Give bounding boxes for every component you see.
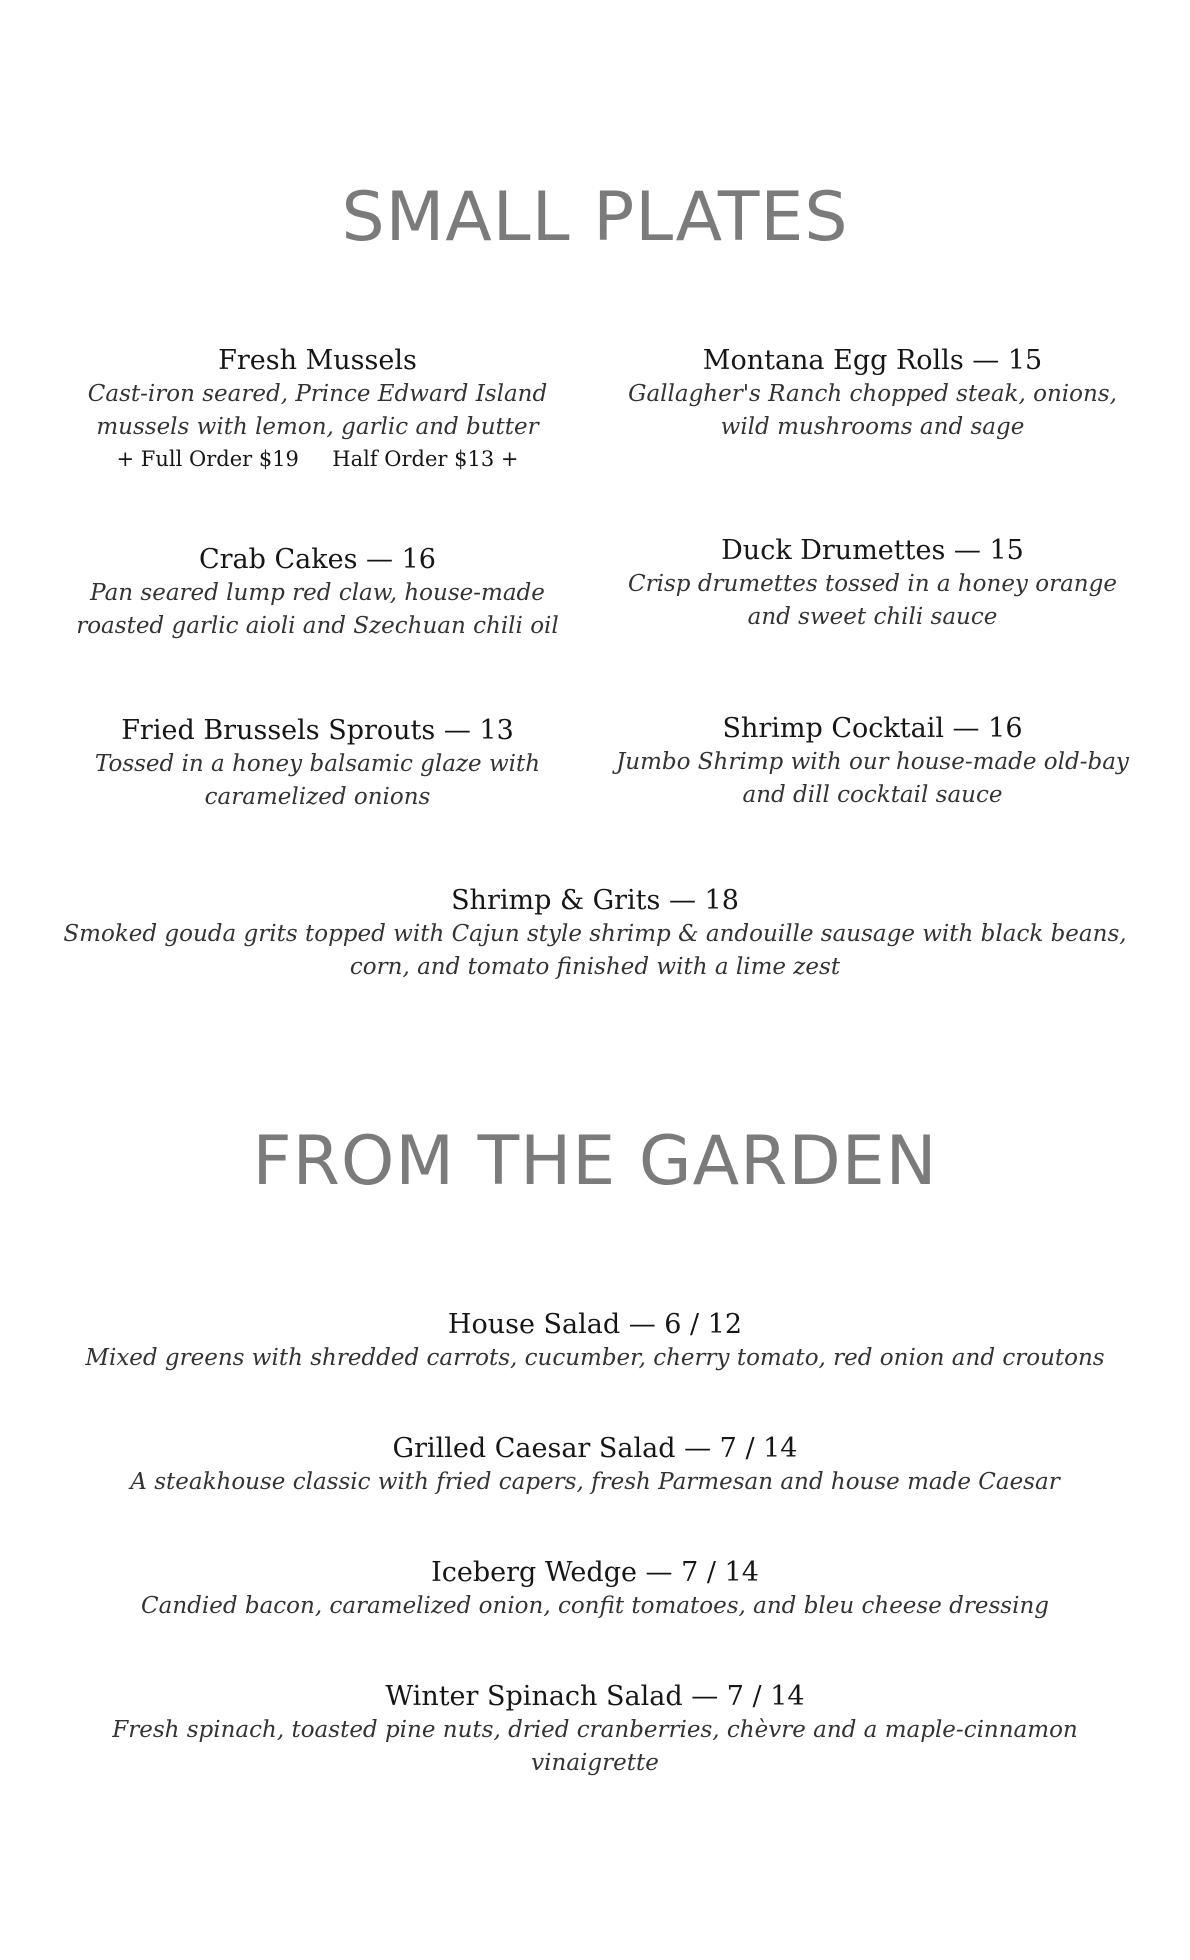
item-name: Iceberg Wedge — 7 / 14 <box>431 1557 759 1588</box>
menu-item-fresh-mussels <box>60 344 575 474</box>
item-description: A steakhouse classic with fried capers, fresh Parmesan and house made Caesar <box>130 1469 1060 1495</box>
item-description: Smoked gouda grits topped with Cajun style shrimp & andouille sausage with black beans, corn, and tomato finished with a lime zest <box>63 921 1127 980</box>
item-name: Duck Drumettes — 15 <box>721 535 1024 566</box>
item-description: Gallagher's Ranch chopped steak, onions, wild mushrooms and sage <box>628 381 1117 440</box>
menu-item-duck-drumettes <box>615 534 1130 634</box>
menu-item-montana-egg-rolls <box>615 344 1130 444</box>
item-description: Cast-iron seared, Prince Edward Island mussels with lemon, garlic and butter <box>87 381 548 440</box>
item-name: Fresh Mussels <box>218 345 417 376</box>
item-description: Fresh spinach, toasted pine nuts, dried cranberries, chèvre and a maple-cinnamon vinaigrette <box>112 1717 1078 1776</box>
menu-item-winter-spinach-salad <box>60 1680 1130 1780</box>
item-description: Crisp drumettes tossed in a honey orange and sweet chili sauce <box>628 571 1117 630</box>
item-description: Candied bacon, caramelized onion, confit tomatoes, and bleu cheese dressing <box>141 1593 1049 1619</box>
menu-item-iceberg-wedge <box>60 1556 1130 1623</box>
item-name: Fried Brussels Sprouts — 13 <box>121 715 514 746</box>
item-name: Crab Cakes — 16 <box>198 544 436 575</box>
item-name: Shrimp Cocktail — 16 <box>722 713 1023 744</box>
menu-item-fried-brussels-sprouts <box>60 714 575 814</box>
item-description: Tossed in a honey balsamic glaze with caramelized onions <box>94 751 541 810</box>
section-title-from-the-garden: FROM THE GARDEN <box>252 1122 938 1201</box>
item-portion-prices: + Full Order $19 Half Order $13 + <box>116 447 519 471</box>
item-name: Shrimp & Grits — 18 <box>451 885 739 916</box>
section-title-small-plates: SMALL PLATES <box>341 178 849 257</box>
item-name: House Salad — 6 / 12 <box>447 1309 743 1340</box>
item-name: Winter Spinach Salad — 7 / 14 <box>385 1681 805 1712</box>
item-description: Jumbo Shrimp with our house-made old-bay and dill cocktail sauce <box>616 749 1129 808</box>
menu-item-grilled-caesar-salad <box>60 1432 1130 1499</box>
menu-item-house-salad <box>60 1308 1130 1375</box>
menu-item-crab-cakes <box>60 543 575 643</box>
item-name: Montana Egg Rolls — 15 <box>702 345 1043 376</box>
menu-item-shrimp-and-grits <box>60 884 1130 984</box>
menu-item-shrimp-cocktail <box>615 712 1130 812</box>
item-name: Grilled Caesar Salad — 7 / 14 <box>392 1433 798 1464</box>
item-description: Mixed greens with shredded carrots, cucumber, cherry tomato, red onion and croutons <box>85 1345 1105 1371</box>
item-description: Pan seared lump red claw, house-made roasted garlic aioli and Szechuan chili oil <box>76 580 559 639</box>
